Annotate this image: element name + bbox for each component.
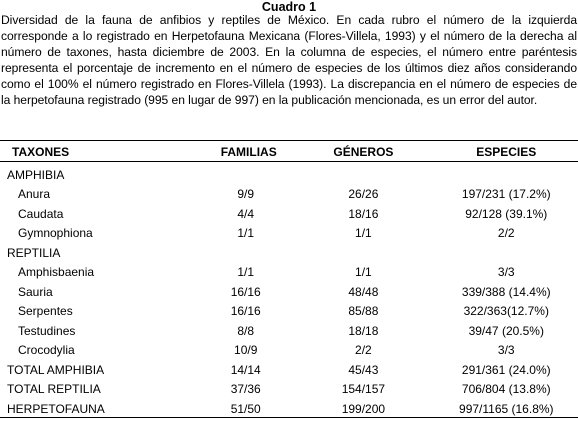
cell-generos: 1/1 (355, 265, 372, 280)
table-row (0, 224, 578, 244)
cell-generos (292, 165, 434, 185)
header-taxones: TAXONES (12, 145, 70, 159)
cell-familias: 8/8 (237, 323, 255, 338)
cell-familias (199, 165, 292, 185)
cell-familias: 9/9 (237, 187, 255, 202)
cell-taxon: Anura (18, 187, 51, 202)
table-row (0, 360, 578, 380)
cell-taxon: AMPHIBIA (7, 167, 65, 182)
cell-especies: 3/3 (497, 343, 515, 358)
table-row (0, 263, 578, 283)
cell-familias: 16/16 (230, 304, 261, 319)
cell-familias: 16/16 (230, 284, 261, 299)
cell-taxon: Caudata (18, 206, 64, 221)
cell-generos: 85/88 (348, 304, 379, 319)
table-row (0, 399, 578, 419)
cell-especies: 339/388 (14.4%) (461, 284, 551, 299)
header-familias: FAMILIAS (220, 145, 277, 159)
fauna-table (0, 143, 578, 419)
cell-especies: 39/47 (20.5%) (468, 323, 544, 338)
cell-taxon: Serpentes (18, 304, 73, 319)
cell-familias: 4/4 (237, 206, 255, 221)
cell-generos: 48/48 (348, 284, 379, 299)
cell-familias: 10/9 (234, 343, 258, 358)
cell-taxon: Crocodylia (18, 343, 75, 358)
table-row (0, 341, 578, 361)
cell-taxon: TOTAL AMPHIBIA (7, 362, 105, 377)
cell-taxon: Sauria (18, 284, 53, 299)
cell-especies: 997/1165 (16.8%) (459, 401, 554, 416)
header-row (0, 143, 578, 162)
table-row (0, 282, 578, 302)
cell-generos: 18/18 (348, 323, 379, 338)
table-row (0, 185, 578, 205)
cell-generos: 199/200 (341, 401, 386, 416)
cell-taxon: TOTAL REPTILIA (7, 382, 101, 397)
cell-familias (199, 243, 292, 263)
cell-especies (435, 243, 578, 263)
table-row (0, 302, 578, 322)
table-header (0, 143, 578, 165)
table-row (0, 321, 578, 341)
cell-familias: 1/1 (237, 226, 255, 241)
cell-taxon: Amphisbaenia (18, 265, 95, 280)
table-caption: Diversidad de la fauna de anfibios y reptiles de México. En cada rubro el número de la izquierda corresponde a lo registrado en Herpetofauna Mexicana (Flores-Villela, 1993) y el número de la derecha al número de taxones, hasta diciembre de 2003. En la columna de especies, el número entre paréntesis representa el porcentaje de incremento en el número de especies de los últimos diez años considerando como el 100% el número registrado en Flores-Villela (1993). La discrepancia en el número de especies de la herpetofauna registrado (995 en lugar de 997) en la publicación mencionada, es un error del autor. (1, 13, 577, 107)
table-row (0, 165, 578, 185)
table-title: Cuadro 1 (261, 0, 317, 14)
cell-especies: 706/804 (13.8%) (461, 382, 551, 397)
cell-taxon: Gymnophiona (18, 226, 93, 241)
cell-taxon: HERPETOFAUNA (7, 401, 105, 416)
cell-especies: 2/2 (497, 226, 515, 241)
cell-generos: 18/16 (348, 206, 379, 221)
cell-especies: 291/361 (24.0%) (461, 362, 551, 377)
cell-familias: 37/36 (230, 382, 261, 397)
cell-familias: 1/1 (237, 265, 255, 280)
cell-generos: 1/1 (355, 226, 372, 241)
cell-taxon: Testudines (18, 323, 76, 338)
cell-generos: 154/157 (341, 382, 386, 397)
cell-especies: 197/231 (17.2%) (461, 187, 551, 202)
table-body (0, 165, 578, 419)
cell-taxon: REPTILIA (7, 245, 61, 260)
cell-especies (435, 165, 578, 185)
cell-familias: 14/14 (230, 362, 261, 377)
cell-especies: 3/3 (497, 265, 515, 280)
cell-generos: 45/43 (348, 362, 379, 377)
cell-generos: 26/26 (348, 187, 379, 202)
header-especies: ESPECIES (476, 145, 537, 159)
cell-generos (292, 243, 434, 263)
table-row (0, 380, 578, 400)
table-row (0, 243, 578, 263)
table-top-rule (0, 140, 578, 141)
cell-especies: 322/363(12.7%) (463, 304, 549, 319)
cell-familias: 51/50 (230, 401, 261, 416)
table-row (0, 204, 578, 224)
cell-especies: 92/128 (39.1%) (465, 206, 548, 221)
header-generos: GÉNEROS (333, 145, 394, 159)
cell-generos: 2/2 (355, 343, 372, 358)
